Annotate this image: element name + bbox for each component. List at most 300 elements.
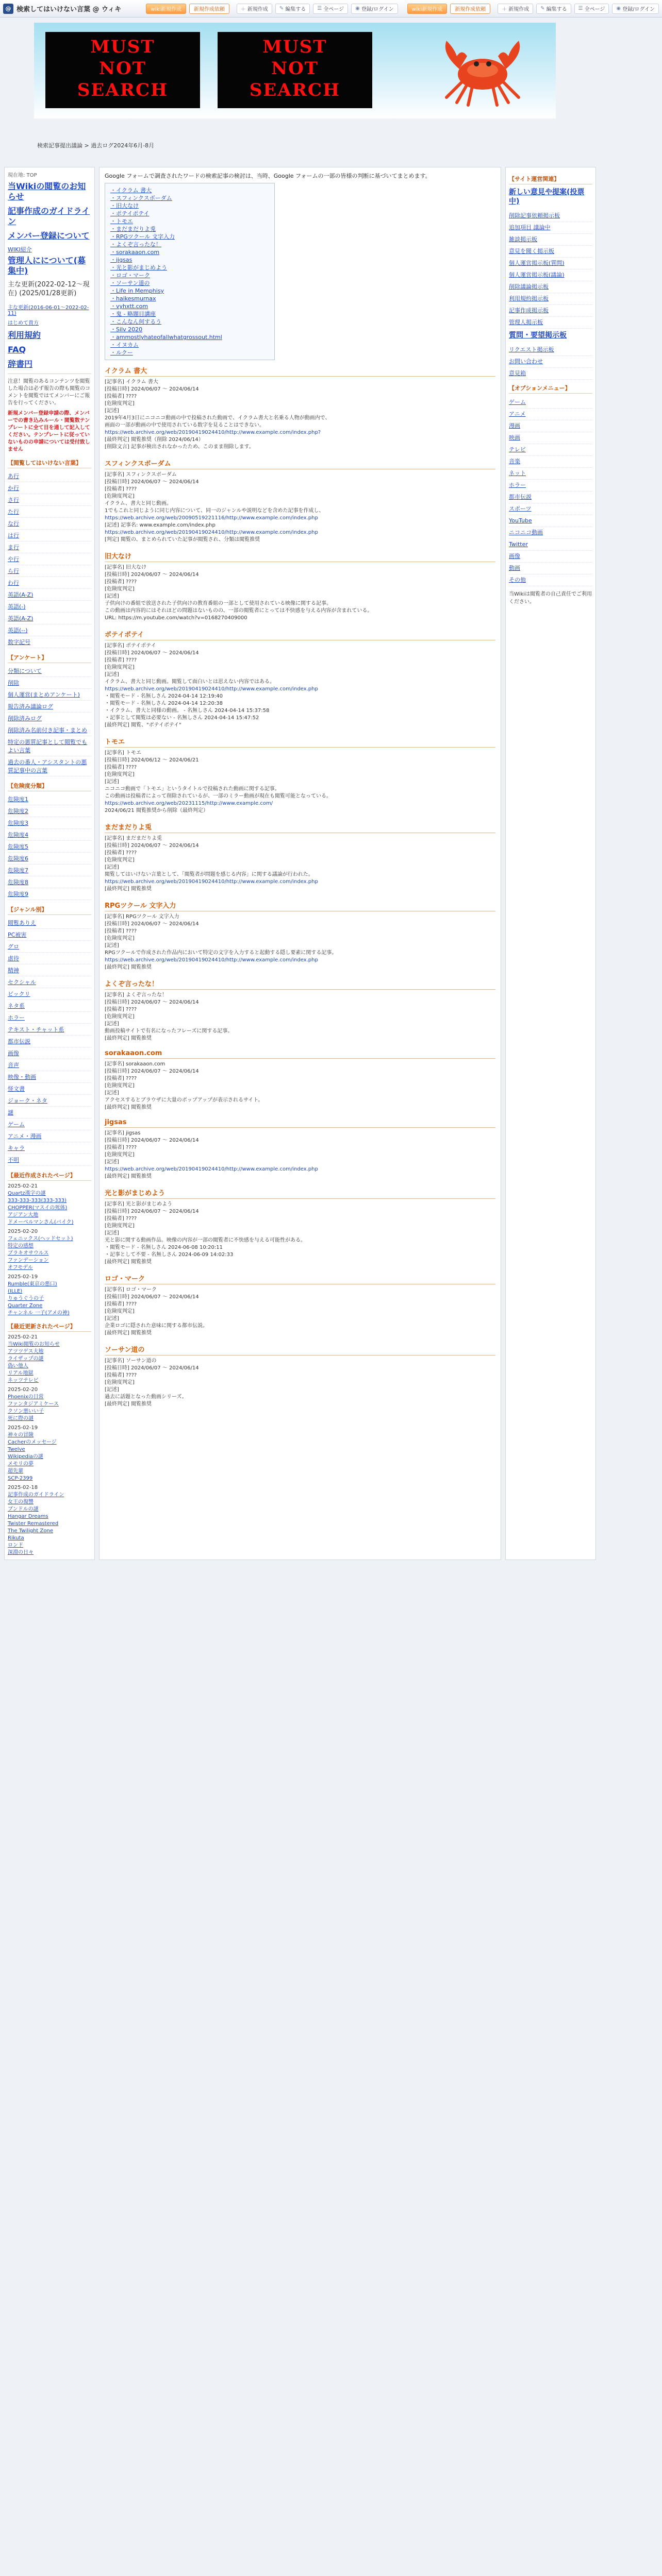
entry-line: [危険度判定] xyxy=(105,772,135,777)
entry-block xyxy=(105,822,495,893)
menu-edit[interactable] xyxy=(275,4,310,14)
recent-date: 2025-02-18 xyxy=(8,1485,38,1490)
entry-line: [投稿者] ???? xyxy=(105,657,137,663)
entry-line: [最終判定] 閲覧推奨 xyxy=(105,1105,152,1110)
entry-line: [投稿者] ???? xyxy=(105,1301,137,1307)
entry-line: [危険度判定] xyxy=(105,1014,135,1020)
entry-line: [投稿日時] 2024/06/07 ～ 2024/06/14 xyxy=(105,921,199,927)
recent-page-link[interactable]: メモリの夢 xyxy=(8,1461,34,1467)
recent-date: 2025-02-19 xyxy=(8,1425,38,1431)
entry-url[interactable]: https://web.archive.org/web/20231115/http://www.example.com/ xyxy=(105,801,273,806)
list-icon: ☰ xyxy=(317,6,322,11)
recent-page-link[interactable]: Rikuta xyxy=(8,1535,24,1541)
genre-item[interactable]: ゲーム xyxy=(8,1118,91,1130)
recent-page-link[interactable]: ロンド xyxy=(8,1543,23,1548)
danger-level-item[interactable]: 危険度8 xyxy=(8,876,91,888)
entry-line: 子供向けの番組で放送された子供向けの教育番組の一部として使用されている映像に関する記事。 xyxy=(105,601,332,606)
toc-link[interactable]: ・ sorakaaon.com xyxy=(110,248,269,256)
genre-item[interactable]: セクシャル xyxy=(8,976,91,988)
wiki-logo-icon: @ xyxy=(3,4,13,14)
entry-line: [最終判定] 閲覧推奨 xyxy=(105,1174,152,1179)
genre-item[interactable]: 虐待 xyxy=(8,953,91,964)
genre-item[interactable]: 都市伝説 xyxy=(8,1036,91,1047)
category-item[interactable]: な行 xyxy=(8,518,91,530)
option-menu-list xyxy=(509,397,592,586)
entry-line: 画面の一部が動画の中で使用されている数字を見ることはできない。 xyxy=(105,422,264,428)
section-heading: 【オプションメニュー】 xyxy=(509,384,592,394)
genre-item[interactable]: アニメ・漫画 xyxy=(8,1130,91,1142)
genre-item[interactable]: 怪文書 xyxy=(8,1083,91,1095)
entry-line: [危険度判定] xyxy=(105,1152,135,1158)
recent-updated-list xyxy=(8,1334,91,1556)
entry-line: [投稿日時] 2024/06/07 ～ 2024/06/14 xyxy=(105,1069,199,1074)
recent-page-link[interactable]: Hangar Dreams xyxy=(8,1514,48,1519)
entry-title: スフィンクスボーダム xyxy=(105,458,495,469)
entry-line: [危険度判定] xyxy=(105,936,135,941)
banner-word: MUST xyxy=(90,37,155,57)
entry-line: 動画投稿サイトで有名になったフレーズに関する記事。 xyxy=(105,1028,233,1034)
genre-item[interactable]: 画像 xyxy=(8,1047,91,1059)
survey-item[interactable]: 分類について xyxy=(8,665,91,677)
toc-link[interactable]: ・ まだまだりよ兎 xyxy=(110,225,269,233)
major-updates-link[interactable]: 主な更新(2022-02-12～現在) (2025/01/28更新) xyxy=(8,281,90,297)
category-item[interactable]: あ行 xyxy=(8,470,91,482)
recent-page-link[interactable]: 偽い他人 xyxy=(8,1363,28,1369)
toc-link[interactable]: ・ haikesmurnax xyxy=(110,295,269,302)
entry-line: ・記事として閲覧は必要ない - 名無しさん 2024-04-14 15:47:52 xyxy=(105,715,259,721)
entry-line: [危険度判定] xyxy=(105,1083,135,1089)
entry-url[interactable]: https://web.archive.org/web/20190419024410/http://www.example.com/index.php xyxy=(105,957,318,963)
recent-date: 2025-02-20 xyxy=(8,1387,38,1393)
toc-link[interactable]: ・ jigsas xyxy=(110,256,269,264)
recent-page-link[interactable]: リアル地獄 xyxy=(8,1370,34,1376)
category-item[interactable]: わ行 xyxy=(8,577,91,589)
recent-page-link[interactable]: 特定の感想 xyxy=(8,1243,34,1249)
nav-link-dictionary[interactable]: 辞書円 xyxy=(8,359,33,369)
user-icon: ◉ xyxy=(355,6,360,11)
option-link[interactable]: ネット xyxy=(509,468,592,480)
current-location: 現在地: TOP xyxy=(8,173,37,178)
entry-url[interactable]: https://web.archive.org/web/20190419024410/http://www.example.com/index.php? xyxy=(105,430,321,435)
toc-link[interactable]: ・ 光と影がまじめよう xyxy=(110,264,269,272)
entry-line: [最終判定] 閲覧推奨 xyxy=(105,1036,152,1041)
toc-link[interactable]: ・ トモエ xyxy=(110,217,269,225)
toc-link[interactable]: ・ ポテイポテイ xyxy=(110,210,269,217)
recent-page-link[interactable]: SCP-2399 xyxy=(8,1476,33,1481)
menu-edit-2[interactable] xyxy=(536,4,571,14)
recent-page-link[interactable]: Rumble(東京の悪口) xyxy=(8,1281,57,1287)
option-link[interactable]: Twitter xyxy=(509,539,592,551)
category-list xyxy=(8,470,91,648)
entry-line: [投稿日時] 2024/06/07 ～ 2024/06/14 xyxy=(105,572,199,578)
entry-line: [危険度判定] xyxy=(105,857,135,863)
entry-line: [危険度判定] xyxy=(105,1309,135,1314)
recent-page-link[interactable]: りゅうぐうの子 xyxy=(8,1296,44,1301)
entry-line: [投稿者] ???? xyxy=(105,765,137,770)
entry-line: 閲覧してはいけない言葉として、「閲覧者が問題を感じる内容」に関する議論が行われた。 xyxy=(105,872,313,877)
entry-line: [投稿日時] 2024/06/07 ～ 2024/06/14 xyxy=(105,843,199,849)
entry-line: [投稿者] ???? xyxy=(105,1007,137,1012)
genre-item[interactable]: PC被害 xyxy=(8,929,91,941)
plus-icon: ＋ xyxy=(502,7,507,12)
entry-line: [投稿日時] 2024/06/12 ～ 2024/06/21 xyxy=(105,757,199,763)
option-link[interactable]: スポーツ xyxy=(509,503,592,515)
entry-line: [投稿日時] 2024/06/07 ～ 2024/06/14 xyxy=(105,479,199,485)
option-link[interactable]: その他 xyxy=(509,574,592,586)
entry-line: [記事名] 旧大なけ xyxy=(105,565,146,570)
recent-page-link[interactable]: ブンドルの謎 xyxy=(8,1506,39,1512)
danger-level-item[interactable]: 危険度7 xyxy=(8,865,91,876)
entry-line: [最終判定] 閲覧推奨 xyxy=(105,1330,152,1336)
breadcrumb: 検索記事提出議論 > 過去ログ2024年6月-8月 xyxy=(37,142,155,149)
entry-line: [投稿者] ???? xyxy=(105,850,137,856)
entry-line: [最終判定] 閲覧推奨（削除 2024/06/14） xyxy=(105,437,204,443)
danger-level-item[interactable]: 危険度6 xyxy=(8,853,91,865)
genre-item[interactable]: ビックリ xyxy=(8,988,91,1000)
entry-block xyxy=(105,1273,495,1337)
board-link[interactable]: 利用規約掲示板 xyxy=(509,293,592,305)
genre-item[interactable]: グロ xyxy=(8,941,91,953)
nav-link-faq[interactable]: FAQ xyxy=(8,345,26,354)
option-link[interactable]: 映画 xyxy=(509,432,592,444)
pencil-icon: ✎ xyxy=(540,6,545,11)
recent-page-link[interactable]: アジアン大地 xyxy=(8,1212,39,1218)
entry-line: [記事名] イクラム 書大 xyxy=(105,379,158,385)
section-heading: 【危険度分類】 xyxy=(8,782,91,791)
section-heading: 【閲覧してはいけない言葉】 xyxy=(8,459,91,468)
recent-page-link[interactable]: Wikipediaの謎 xyxy=(8,1454,43,1460)
survey-item[interactable]: 報告済み議論ログ xyxy=(8,701,91,713)
entry-block xyxy=(105,900,495,971)
entry-block xyxy=(105,1118,495,1180)
qa-board-link[interactable]: 質問・要望掲示板 xyxy=(509,331,567,340)
entry-line: 1でもこれと同じように同じ内容について、同一のジャンルや説明などを含めた記事を作成し、 xyxy=(105,508,324,514)
board-link[interactable]: 追加項目 議論中 xyxy=(509,222,592,234)
first-visit-link[interactable]: はじめて貴方 xyxy=(8,320,39,326)
danger-level-item[interactable]: 危険度2 xyxy=(8,805,91,817)
list-icon: ☰ xyxy=(578,6,583,11)
nav-link-admin-recruit[interactable]: 管理人にについて(募集中) xyxy=(8,256,86,276)
danger-level-item[interactable]: 危険度4 xyxy=(8,829,91,841)
board-link[interactable]: 個人運営掲示板(質問) xyxy=(509,258,592,269)
genre-item[interactable]: ホラー xyxy=(8,1012,91,1024)
category-item[interactable]: た行 xyxy=(8,506,91,518)
option-link[interactable]: ゲーム xyxy=(509,397,592,409)
entry-line: [危険度判定] xyxy=(105,1223,135,1229)
danger-level-item[interactable]: 危険度3 xyxy=(8,817,91,829)
option-link[interactable]: ニコニコ動画 xyxy=(509,527,592,539)
recent-page-link[interactable]: ブラキオサウルス xyxy=(8,1250,49,1256)
request-create-button-2[interactable]: 新規作成依頼 xyxy=(450,4,490,14)
genre-item[interactable]: ネタ系 xyxy=(8,1000,91,1012)
menu-label: 登録/ログイン xyxy=(622,7,655,12)
menu-label: 登録/ログイン xyxy=(361,7,394,12)
entry-line: [記述] xyxy=(105,1387,119,1393)
ad-column xyxy=(600,167,641,1560)
toc-link[interactable]: ・ ルクー xyxy=(110,349,269,357)
menu-label: 全ページ xyxy=(584,7,605,12)
genre-item[interactable]: 映像・動画 xyxy=(8,1071,91,1083)
recent-page-link[interactable]: 深淵の日々 xyxy=(8,1550,34,1555)
category-item[interactable]: 英語(--) xyxy=(8,624,91,636)
pencil-icon: ✎ xyxy=(279,6,284,11)
danger-level-item[interactable]: 危険度9 xyxy=(8,888,91,900)
recent-page-link[interactable]: Twister Remastered xyxy=(8,1521,59,1527)
board-list xyxy=(509,210,592,329)
board-link[interactable]: 雑談掲示板 xyxy=(509,234,592,246)
main-content xyxy=(99,167,501,1560)
option-link[interactable]: 画像 xyxy=(509,551,592,563)
site-title[interactable]: 検索してはいけない言葉 @ ウィキ xyxy=(16,6,122,13)
entry-line: ・閲覧モード - 名無しさん 2024-04-14 12:20:38 xyxy=(105,701,223,706)
entry-line: [投稿者] ???? xyxy=(105,1145,137,1150)
recent-page-link[interactable]: ライザップの謎 xyxy=(8,1356,44,1362)
recent-page-link[interactable]: (ILLE) xyxy=(8,1289,23,1294)
entry-line: ・閲覧モード - 名無しさん 2024-06-08 10:20:11 xyxy=(105,1245,223,1250)
site-banner[interactable] xyxy=(34,23,556,118)
entry-line: RPGツクールで作成された作品内において特定の文字を入力すると起動する隠し要素に関する記事。 xyxy=(105,950,337,956)
toc-link[interactable]: ・ 旧大なけ xyxy=(110,202,269,210)
request-create-button[interactable]: 新規作成依頼 xyxy=(189,4,229,14)
entry-list xyxy=(105,365,495,1408)
recent-page-link[interactable]: クソン悪いい子 xyxy=(8,1409,44,1414)
survey-item[interactable]: 過去の番人・アシスタントの悪質記事中の言葉 xyxy=(8,756,91,776)
recent-page-link[interactable]: 女王の復讐 xyxy=(8,1499,34,1505)
option-link[interactable]: 音楽 xyxy=(509,456,592,468)
old-updates-link[interactable]: 主な更新(2016-06-01～2022-02-11) xyxy=(8,305,89,316)
danger-level-item[interactable]: 危険度5 xyxy=(8,841,91,853)
entry-line: 光と影に関する動画作品。映像の内容が一部の閲覧者に不快感を与える可能性がある。 xyxy=(105,1238,306,1243)
nav-link-member-registration[interactable]: メンバー登録について xyxy=(8,231,90,241)
genre-item[interactable]: 閲覧ありえ xyxy=(8,917,91,929)
category-item[interactable]: か行 xyxy=(8,482,91,494)
entry-line: [投稿日時] 2024/06/07 ～ 2024/06/14 xyxy=(105,1365,199,1371)
recent-page-link[interactable]: 超先輩 xyxy=(8,1468,23,1474)
board-link[interactable]: 削除議論掲示板 xyxy=(509,281,592,293)
entry-url[interactable]: https://web.archive.org/web/20090519221116/http://www.example.com/index.php xyxy=(105,515,318,521)
board-link[interactable]: 削除記事依頼掲示板 xyxy=(509,210,592,222)
request-link[interactable]: お問い合わせ xyxy=(509,356,592,368)
recent-page-link[interactable]: 神々の冒険 xyxy=(8,1432,34,1438)
menu-new-page-2[interactable] xyxy=(498,4,533,14)
request-link[interactable]: リクエスト掲示板 xyxy=(509,344,592,356)
option-link[interactable]: ホラー xyxy=(509,480,592,492)
genre-item[interactable]: 不明 xyxy=(8,1154,91,1166)
recent-page-link[interactable]: 死に際の謎 xyxy=(8,1416,34,1421)
header xyxy=(0,18,662,167)
recent-page-link[interactable]: Twelve xyxy=(8,1447,25,1452)
entry-line: [危険度判定] xyxy=(105,494,135,499)
board-link[interactable]: 意見を聞く掲示板 xyxy=(509,246,592,258)
recent-page-link[interactable]: Cacherのメッセージ xyxy=(8,1439,57,1445)
entry-line: [最終判定] 閲覧推奨 xyxy=(105,1401,152,1407)
entry-line: [記事名] トモエ xyxy=(105,750,141,756)
entry-url[interactable]: https://web.archive.org/web/20190419024410/http://www.example.com/index.php xyxy=(105,530,318,535)
category-item[interactable]: 数字記号 xyxy=(8,636,91,648)
entry-line: [投稿者] ???? xyxy=(105,1076,137,1081)
option-link[interactable]: 都市伝説 xyxy=(509,492,592,503)
recent-page-link[interactable]: Quartz漢字の謎 xyxy=(8,1191,46,1196)
entry-line: [記述] 記事名: www.example.com/index.php xyxy=(105,522,216,528)
entry-title: まだまだりよ兎 xyxy=(105,822,495,833)
entry-title: ポテイポテイ xyxy=(105,629,495,640)
menu-login[interactable] xyxy=(351,4,398,14)
category-item[interactable]: 英語(A-Z) xyxy=(8,613,91,624)
recent-page-link[interactable]: フェニックス(ヘッドセット) xyxy=(8,1236,73,1242)
toc-link[interactable]: ・ よくぞ言ったな！ xyxy=(110,241,269,248)
recent-page-link[interactable]: アツツゲス大地 xyxy=(8,1349,44,1354)
category-item[interactable]: ら行 xyxy=(8,565,91,577)
recent-page-link[interactable]: CHOPPER(マスイの死体) xyxy=(8,1205,68,1211)
survey-item[interactable]: 削除済み名前付き記事・まとめ xyxy=(8,724,91,736)
recent-page-link[interactable]: Phoenixの日常 xyxy=(8,1394,44,1400)
entry-title: よくぞ言ったな！ xyxy=(105,978,495,990)
entry-line: [投稿日時] 2024/06/07 ～ 2024/06/14 xyxy=(105,999,199,1005)
recent-page-link[interactable]: 記事作成のガイドライン xyxy=(8,1492,64,1498)
recent-date: 2025-02-21 xyxy=(8,1334,38,1340)
entry-line: 過去に話題となった動画シリーズ。 xyxy=(105,1394,187,1400)
survey-item[interactable]: 削除 xyxy=(8,677,91,689)
create-wiki-button-2[interactable]: wiki新規作成 xyxy=(407,4,448,14)
entry-line: [記述] xyxy=(105,1090,119,1096)
menu-all-pages-2[interactable] xyxy=(574,4,609,14)
genre-item[interactable]: 謎 xyxy=(8,1107,91,1118)
option-link[interactable]: テレビ xyxy=(509,444,592,456)
entry-line: [記述] xyxy=(105,943,119,948)
entry-line: [最終判定] 閲覧推奨 xyxy=(105,1259,152,1265)
entry-line: [記述] xyxy=(105,672,119,677)
recent-page-link[interactable]: ドメーベルマンさん(バイク) xyxy=(8,1219,74,1225)
entry-line: [投稿者] ???? xyxy=(105,486,137,492)
category-item[interactable]: 英語(-) xyxy=(8,601,91,613)
toc-link[interactable]: ・ こんなん何するう xyxy=(110,318,269,326)
toc-link[interactable]: ・ ソーサン道の xyxy=(110,279,269,287)
toc-link[interactable]: ・ RPGツクール 文字入力 xyxy=(110,233,269,241)
survey-item[interactable]: 特定の悪質記事として閲覧でもよい言葉 xyxy=(8,736,91,756)
plus-icon: ＋ xyxy=(240,7,246,12)
entry-line: [記述] xyxy=(105,1159,119,1165)
entry-title: 旧大なけ xyxy=(105,551,495,562)
option-link[interactable]: アニメ xyxy=(509,409,592,420)
genre-item[interactable]: 精神 xyxy=(8,964,91,976)
recent-date: 2025-02-20 xyxy=(8,1229,38,1234)
entry-line: [投稿者] ???? xyxy=(105,1372,137,1378)
section-heading: 【ジャンル別】 xyxy=(8,905,91,915)
toc-link[interactable]: ・ 鬼 - 略題目講座 xyxy=(110,310,269,318)
genre-item[interactable]: テキスト・チャット系 xyxy=(8,1024,91,1036)
entry-line: [危険度判定] xyxy=(105,586,135,592)
section-heading: 【アンケート】 xyxy=(8,653,91,663)
entry-line: [記述] xyxy=(105,865,119,870)
recent-page-link[interactable]: Quarter Zone xyxy=(8,1303,43,1309)
category-item[interactable]: さ行 xyxy=(8,494,91,506)
entry-url[interactable]: https://web.archive.org/web/20190419024410/http://www.example.com/index.php xyxy=(105,879,318,885)
entry-line: [投稿日時] 2024/06/07 ～ 2024/06/14 xyxy=(105,650,199,656)
nav-link-notice[interactable]: 当Wikiの閲覧のお知らせ xyxy=(8,181,86,201)
genre-item[interactable]: 音声 xyxy=(8,1059,91,1071)
toc-link[interactable]: ・ イヌカム xyxy=(110,341,269,349)
entry-line: [記述] xyxy=(105,779,119,785)
toc-link[interactable]: ・ ロゴ・マーク xyxy=(110,272,269,279)
category-item[interactable]: 英語(A-Z) xyxy=(8,589,91,601)
entry-line: [投稿日時] 2024/06/07 ～ 2024/06/14 xyxy=(105,1138,199,1143)
toc-link[interactable]: ・ スフィンクスボーダム xyxy=(110,194,269,202)
category-item[interactable]: は行 xyxy=(8,530,91,541)
entry-block xyxy=(105,1344,495,1408)
danger-level-item[interactable]: 危険度1 xyxy=(8,793,91,805)
recent-page-link[interactable]: チャンネル 一子(アメの神) xyxy=(8,1310,70,1316)
request-link[interactable]: 意見箱 xyxy=(509,368,592,380)
recent-page-link[interactable]: The Twilight Zone xyxy=(8,1528,53,1534)
option-link[interactable]: 漫画 xyxy=(509,420,592,432)
nav-link-wiki-intro[interactable]: WIKI紹介 xyxy=(8,246,32,253)
entry-title: 光と影がまじめよう xyxy=(105,1188,495,1199)
banner-word: SEARCH xyxy=(249,80,341,100)
table-of-contents xyxy=(105,183,275,360)
toc-link[interactable]: ・ Life in Memphisy xyxy=(110,287,269,295)
entry-block xyxy=(105,1188,495,1266)
entry-block xyxy=(105,736,495,815)
survey-item[interactable]: 削除済みログ xyxy=(8,713,91,724)
genre-item[interactable]: キャラ xyxy=(8,1142,91,1154)
option-link[interactable]: 動画 xyxy=(509,563,592,574)
entry-url[interactable]: https://web.archive.org/web/20190419024410/http://www.example.com/index.php xyxy=(105,686,318,692)
entry-line: イクラム、書大と同じ動画。閲覧して面白いとは思えない内容ではある。 xyxy=(105,679,275,685)
entry-line: [危険度判定] xyxy=(105,401,135,406)
entry-line: [記事名] jigsas xyxy=(105,1130,141,1136)
entry-block xyxy=(105,1049,495,1111)
recent-page-link[interactable]: 当Wiki閲覧のお知らせ xyxy=(8,1342,60,1347)
toc-link[interactable]: ・ ammostlyhateofallwhatgrossout.html xyxy=(110,333,269,341)
recent-page-link[interactable]: ファンデーション xyxy=(8,1258,49,1263)
recent-date: 2025-02-19 xyxy=(8,1274,38,1280)
menu-all-pages[interactable] xyxy=(313,4,348,14)
survey-list xyxy=(8,665,91,776)
menu-login-2[interactable] xyxy=(612,4,659,14)
category-item[interactable]: ま行 xyxy=(8,541,91,553)
toc-link[interactable]: ・ vyhxtt.com xyxy=(110,302,269,310)
recent-page-link[interactable]: オフモデル xyxy=(8,1265,33,1270)
entry-url[interactable]: https://web.archive.org/web/20190419024410/http://www.example.com/index.php xyxy=(105,1166,318,1172)
board-link[interactable]: 記事作成掲示板 xyxy=(509,305,592,317)
survey-item[interactable]: 個人運営(まとめアンケート) xyxy=(8,689,91,701)
entry-line: [記事名] ソーサン道の xyxy=(105,1358,157,1364)
entry-line: [最終判定] 閲覧、"ポテイポテイ" xyxy=(105,722,181,728)
board-link[interactable]: 個人運営掲示板(議論) xyxy=(509,269,592,281)
option-link[interactable]: YouTube xyxy=(509,515,592,527)
recent-page-link[interactable]: 333-333-333(333-333) xyxy=(8,1198,67,1204)
category-item[interactable]: や行 xyxy=(8,553,91,565)
entry-line: アクセスするとブラウザに大量のポップアップが表示されるサイト。 xyxy=(105,1097,263,1103)
disclaimer-text: 当Wikiは閲覧者の自己責任でご利用ください。 xyxy=(509,591,592,605)
board-link[interactable]: 管理人掲示板 xyxy=(509,317,592,329)
entry-line: ・閲覧モード - 名無しさん 2024-04-14 12:19:40 xyxy=(105,693,223,699)
entry-line: [記述] xyxy=(105,594,119,599)
toc-link[interactable]: ・ Silv 2020 xyxy=(110,326,269,333)
menu-new-page[interactable] xyxy=(237,4,272,14)
entry-line: 2024/06/21 閲覧推奨から削除（最終判定） xyxy=(105,808,208,814)
entry-line: 企業ロゴに隠された意味に関する都市伝説。 xyxy=(105,1323,208,1329)
nav-link-terms[interactable]: 利用規約 xyxy=(8,330,41,340)
nav-link-guidelines[interactable]: 記事作成のガイドライン xyxy=(8,206,90,226)
recent-page-link[interactable]: ファンタジアミケース xyxy=(8,1401,59,1407)
recent-page-link[interactable]: ネッツテレビ xyxy=(8,1378,39,1383)
toc-link[interactable]: ・ イクラム 書大 xyxy=(110,187,269,194)
create-wiki-button[interactable]: wiki新規作成 xyxy=(146,4,186,14)
genre-item[interactable]: ジョーク・ネタ xyxy=(8,1095,91,1107)
entry-line: [投稿日時] 2024/06/07 ～ 2024/06/14 xyxy=(105,386,199,392)
proposals-link[interactable]: 新しい意見や提案(投票中) xyxy=(509,188,585,206)
